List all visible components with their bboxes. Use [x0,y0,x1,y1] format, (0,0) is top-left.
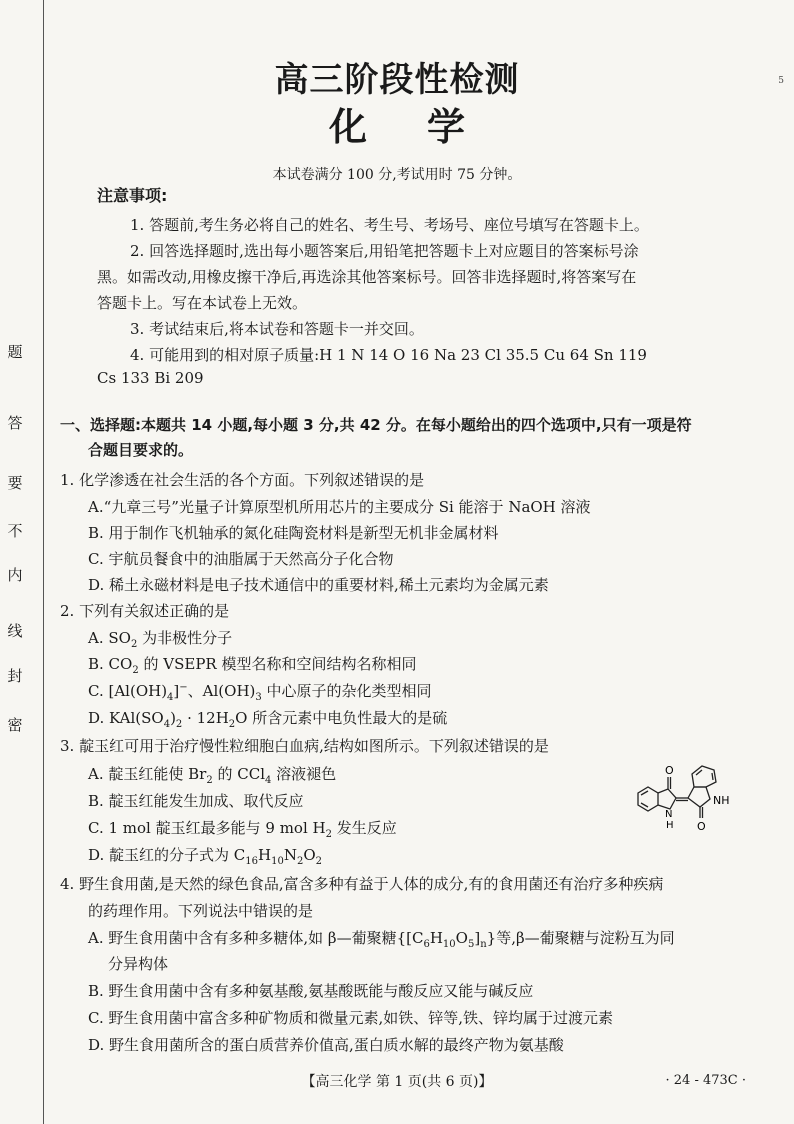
question-2-option-b: B. $CO_2$ 的 VSEPR 模型名称和空间结构名称相同 [88,655,417,676]
section-heading: 一、选择题:本题共 14 小题,每小题 3 分,共 42 分。在每小题给出的四个选项中,只有一项是符 [60,416,692,434]
subject-title: 化学 [328,105,525,149]
question-1-option-c: C. 宇航员餐食中的油脂属于天然高分子化合物 [88,550,394,568]
sidebar-char: 要 [7,474,23,492]
question-1-stem: 1. 化学渗透在社会生活的各个方面。下列叙述错误的是 [60,471,425,489]
question-4-option-a: A. 野生食用菌中含有多种多糖体,如 β—葡聚糖$\{[C_6H_{10}O_5]_n\}$等,β—葡聚糖与淀粉互为同 [88,929,675,950]
structure-label-o: O [665,764,674,777]
sidebar-char: 密 [7,716,23,734]
page-footer: 【高三化学 第 1 页(共 6 页)】 [301,1074,493,1090]
notice-item: 3. 考试结束后,将本试卷和答题卡一并交回。 [130,320,424,338]
question-2-option-d: D. $KAl(SO_4)_2 \cdot 12H_2O$ 所含元素中电负性最大的是硫 [88,709,448,730]
notice-item: 黑。如需改动,用橡皮擦干净后,再选涂其他答案标号。回答非选择题时,将答案写在 [97,268,637,286]
question-4-stem-cont: 的药理作用。下列说法中错误的是 [88,902,314,920]
exam-info: 本试卷满分 100 分,考试用时 75 分钟。 [272,167,522,183]
sidebar-char: 线 [7,622,23,640]
sidebar-char: 题 [7,343,23,361]
notice-item: 4. 可能用到的相对原子质量:H 1 N 14 O 16 Na 23 Cl 35.5 Cu 64 Sn 119 [130,346,647,364]
question-4-option-a-cont: 分异构体 [108,955,169,973]
question-1-option-a: A.“九章三号”光量子计算原型机所用芯片的主要成分 Si 能溶于 NaOH 溶液 [88,498,591,516]
sidebar-char: 内 [7,566,23,584]
indirubin-structure [630,760,740,838]
question-4-stem: 4. 野生食用菌,是天然的绿色食品,富含多种有益于人体的成分,有的食用菌还有治疗多种疾病 [60,875,664,893]
question-2-option-a: A. $SO_2$ 为非极性分子 [88,629,233,650]
sidebar-char: 不 [7,522,23,540]
notice-heading: 注意事项: [97,186,168,205]
question-4-option-c: C. 野生食用菌中富含多种矿物质和微量元素,如铁、锌等,铁、锌均属于过渡元素 [88,1009,614,1027]
structure-label-o: O [697,820,706,833]
exam-code: · 24 - 473C · [665,1073,746,1088]
question-3-option-d: D. 靛玉红的分子式为 $C_{16}H_{10}N_2O_2$ [88,846,323,867]
sidebar-char: 答 [7,414,23,432]
question-3-option-b: B. 靛玉红能发生加成、取代反应 [88,792,304,810]
structure-label-nh: NH [713,794,730,807]
question-3-option-a: A. 靛玉红能使 $Br_2$ 的 CCl$_4$ 溶液褪色 [88,765,337,786]
sidebar-char: 封 [7,667,23,685]
question-3-stem: 3. 靛玉红可用于治疗慢性粒细胞白血病,结构如图所示。下列叙述错误的是 [60,737,549,755]
notice-item: 1. 答题前,考生务必将自己的姓名、考生号、考场号、座位号填写在答题卡上。 [130,216,649,234]
notice-item: Cs 133 Bi 209 [97,369,204,387]
notice-item: 2. 回答选择题时,选出每小题答案后,用铅笔把答题卡上对应题目的答案标号涂 [130,242,639,260]
question-4-option-d: D. 野生食用菌所含的蛋白质营养价值高,蛋白质水解的最终产物为氨基酸 [88,1036,564,1054]
page-title: 高三阶段性检测 [274,60,520,100]
question-1-option-d: D. 稀土永磁材料是电子技术通信中的重要材料,稀土元素均为金属元素 [88,576,549,594]
structure-label-h: H [666,820,674,831]
corner-mark: 5 [778,76,784,86]
question-3-option-c: C. 1 mol 靛玉红最多能与 9 mol $H_2$ 发生反应 [88,819,397,840]
question-2-option-c: C. $[Al(OH)_4]^-$、$Al(OH)_3$ 中心原子的杂化类型相同 [88,682,432,703]
section-heading-cont: 合题目要求的。 [88,441,194,459]
question-4-option-b: B. 野生食用菌中含有多种氨基酸,氨基酸既能与酸反应又能与碱反应 [88,982,534,1000]
question-1-option-b: B. 用于制作飞机轴承的氮化硅陶瓷材料是新型无机非金属材料 [88,524,499,542]
question-2-stem: 2. 下列有关叙述正确的是 [60,602,230,620]
structure-label-n: N [665,809,673,820]
notice-item: 答题卡上。写在本试卷上无效。 [97,294,308,312]
